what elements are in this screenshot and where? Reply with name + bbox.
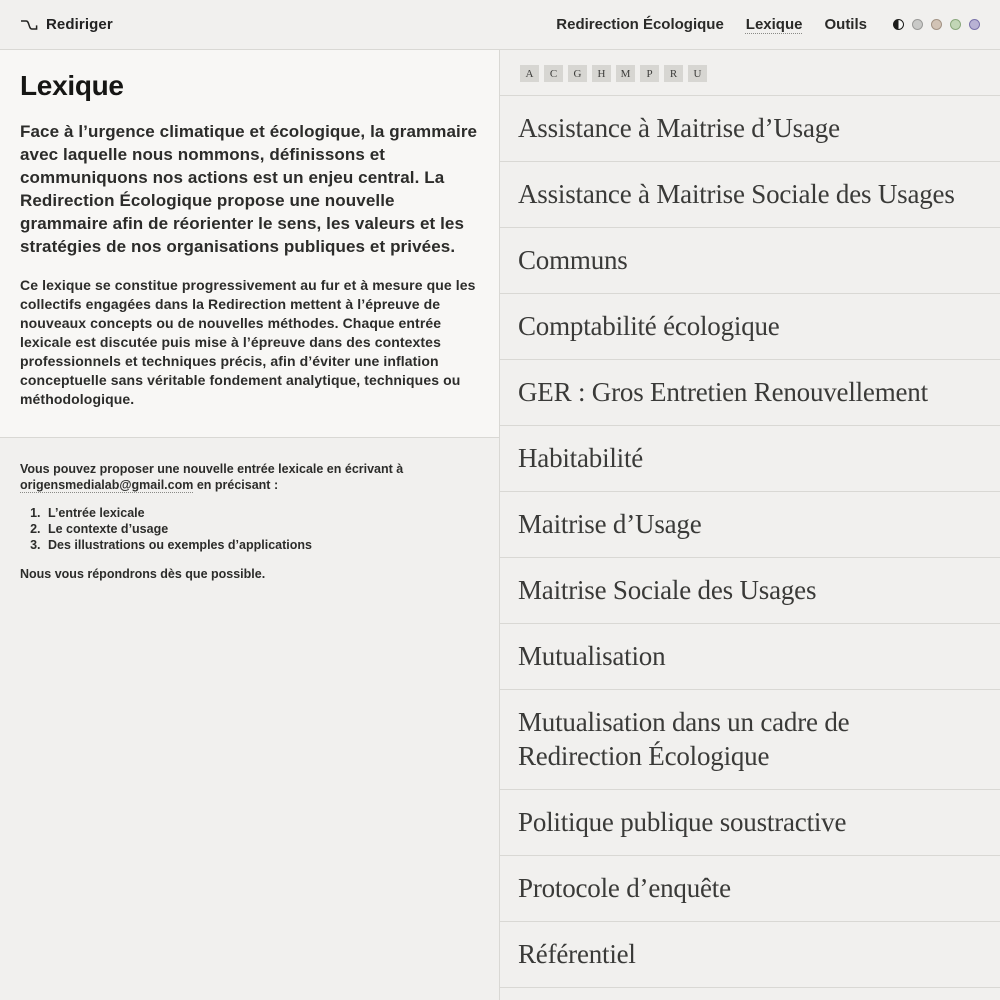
intro-body-paragraph: Ce lexique se constitue progressivement au fur et à mesure que les collectifs engagées dans la Redirection mettent à l’épreuve de nouveaux concepts ou de nouvelles méthodes. Chaque entrée lexicale est discutée puis mise à l’épreuve dans des contextes professionnels et techniques précis, afin d’éviter une inflation conceptuelle sans véritable fondement analytique, techniques ou méthodologique. xyxy=(20,277,476,407)
lexicon-entry-maitrise-d-usage[interactable]: Maitrise d’Usage xyxy=(500,492,1000,558)
theme-swatch-green-icon[interactable] xyxy=(950,19,961,30)
lexicon-entry-ger-gros-entretien-renouvellement[interactable]: GER : Gros Entretien Renouvellement xyxy=(500,360,1000,426)
lexicon-entry-habitabilite[interactable]: Habitabilité xyxy=(500,426,1000,492)
lexicon-entry-mutualisation[interactable]: Mutualisation xyxy=(500,624,1000,690)
contribute-outro: Nous vous répondrons dès que possible. xyxy=(20,567,266,581)
contribute-intro: Vous pouvez proposer une nouvelle entrée lexicale en écrivant à origensmedialab@gmail.com en précisant : xyxy=(20,462,404,492)
letter-filter-h[interactable]: H xyxy=(592,65,611,82)
lexicon-entry-assistance-a-maitrise-sociale-des-usages[interactable]: Assistance à Maitrise Sociale des Usages xyxy=(500,162,1000,228)
contribute-panel xyxy=(0,438,499,582)
lexicon-entry-communs[interactable]: Communs xyxy=(500,228,1000,294)
brand[interactable] xyxy=(20,16,113,33)
letter-filter-m[interactable]: M xyxy=(616,65,635,82)
letter-filter-g[interactable]: G xyxy=(568,65,587,82)
letter-filter-p[interactable]: P xyxy=(640,65,659,82)
letter-filter-u[interactable]: U xyxy=(688,65,707,82)
contribute-step: 1. L’entrée lexicale xyxy=(44,505,473,521)
lexicon-entry-maitrise-sociale-des-usages[interactable]: Maitrise Sociale des Usages xyxy=(500,558,1000,624)
left-column xyxy=(0,50,500,1000)
theme-swatch-contrast-icon[interactable] xyxy=(893,19,904,30)
nav-link-redirection-ecologique[interactable]: Redirection Écologique xyxy=(556,16,724,33)
contribute-steps xyxy=(20,505,473,553)
page-title: Lexique xyxy=(20,70,124,101)
main-nav xyxy=(556,16,980,33)
brand-label: Rediriger xyxy=(46,16,113,33)
lexicon-entry-politique-publique-soustractive[interactable]: Politique publique soustractive xyxy=(500,790,1000,856)
contribute-step: 3. Des illustrations ou exemples d’applications xyxy=(44,537,473,553)
theme-swatches xyxy=(893,19,980,30)
intro-lead-paragraph: Face à l’urgence climatique et écologique, la grammaire avec laquelle nous nommons, définissons et communiquons nos actions est un enjeu central. La Redirection Écologique propose une nouvelle grammaire afin de réorienter le sens, les valeurs et les stratégies de nos organisations publiques et privées. xyxy=(20,122,478,256)
site-header xyxy=(0,0,1000,50)
theme-swatch-tan-icon[interactable] xyxy=(931,19,942,30)
contact-email-link[interactable]: origensmedialab@gmail.com xyxy=(20,478,194,492)
letter-filter xyxy=(500,50,1000,96)
lexicon-list xyxy=(500,96,1000,988)
main-content xyxy=(0,50,1000,1000)
letter-filter-c[interactable]: C xyxy=(544,65,563,82)
lexicon-entry-mutualisation-dans-un-cadre-de-redirection-ecologique[interactable]: Mutualisation dans un cadre de Redirection Écologique xyxy=(500,690,1000,790)
redirect-curve-icon xyxy=(20,17,38,33)
lexique-intro-panel xyxy=(0,50,499,438)
theme-swatch-purple-icon[interactable] xyxy=(969,19,980,30)
theme-swatch-gray-icon[interactable] xyxy=(912,19,923,30)
nav-link-lexique[interactable]: Lexique xyxy=(745,16,803,33)
letter-filter-a[interactable]: A xyxy=(520,65,539,82)
right-column xyxy=(500,50,1000,1000)
lexicon-entry-comptabilite-ecologique[interactable]: Comptabilité écologique xyxy=(500,294,1000,360)
nav-link-outils[interactable]: Outils xyxy=(824,16,867,33)
lexicon-entry-referentiel[interactable]: Référentiel xyxy=(500,922,1000,988)
lexicon-entry-protocole-d-enquete[interactable]: Protocole d’enquête xyxy=(500,856,1000,922)
contribute-step: 2. Le contexte d’usage xyxy=(44,521,473,537)
letter-filter-r[interactable]: R xyxy=(664,65,683,82)
lexicon-entry-assistance-a-maitrise-d-usage[interactable]: Assistance à Maitrise d’Usage xyxy=(500,96,1000,162)
